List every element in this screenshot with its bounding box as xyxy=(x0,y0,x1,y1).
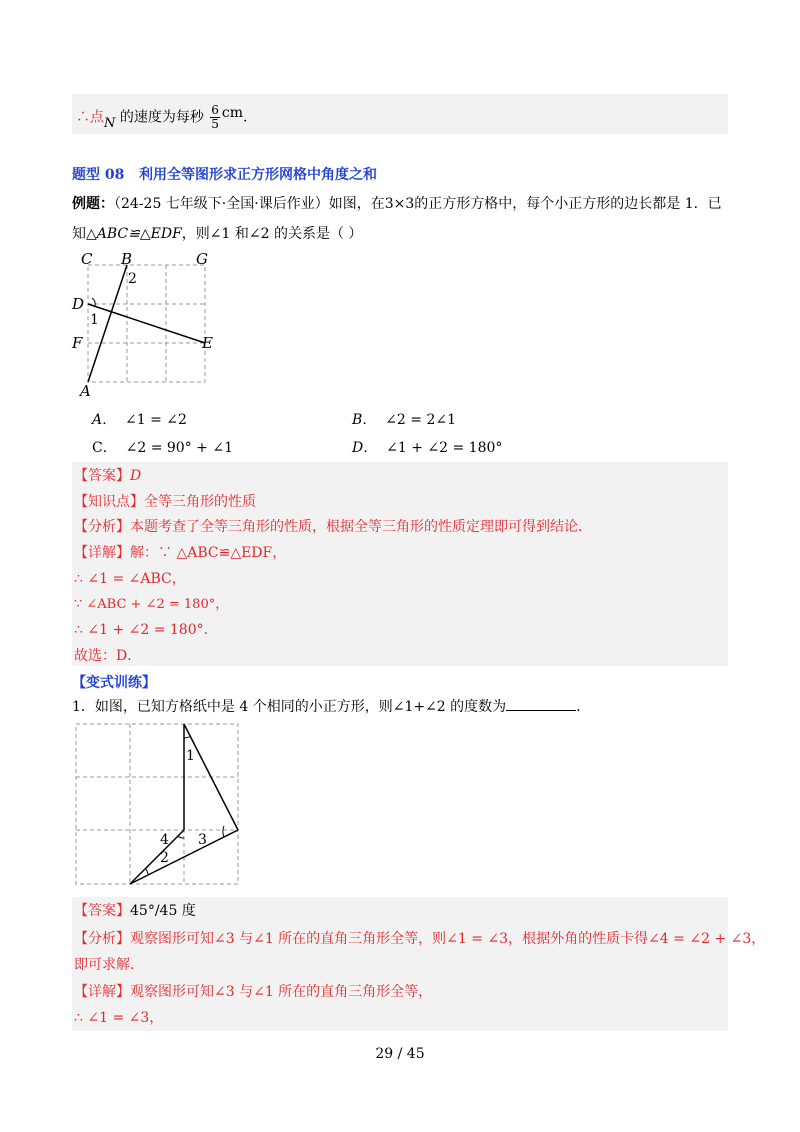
short-diagonal xyxy=(130,830,184,884)
analysis-line-2b: 即可求解. xyxy=(74,957,135,973)
speed-fraction: $\frac{6}{5}$ xyxy=(211,103,219,131)
label-E: E xyxy=(202,334,213,352)
angle-2-arc xyxy=(146,869,148,874)
step-line-1: ∴ ∠1 = ∠ABC， xyxy=(74,571,186,587)
answer-line-2: 【答案】45°/45 度 xyxy=(74,903,196,919)
knowledge-line: 【知识点】全等三角形的性质 xyxy=(74,494,256,510)
label-1: 1 xyxy=(90,312,99,328)
right-diagonal xyxy=(184,724,238,830)
practice-label-2: 2 xyxy=(160,850,169,866)
practice-figure xyxy=(74,722,242,888)
answer-line-1: 【答案】D xyxy=(74,468,142,484)
practice-heading: 【变式训练】 xyxy=(72,675,156,691)
conclusion-line: 故选：D． xyxy=(74,648,142,664)
option-b: B． ∠2 = 2∠1 xyxy=(352,412,457,428)
example-line-1: 例题：（24-25 七年级下·全国·课后作业）如图，在3×3的正方形方格中，每个小正方形的边长都是 1．已 xyxy=(72,196,722,212)
step-line-2: ∵ ∠ABC + ∠2 = 180°， xyxy=(74,597,229,612)
step-line-2-1: ∴ ∠1 = ∠3， xyxy=(74,1010,164,1026)
label-D: D xyxy=(72,295,85,313)
segment-de xyxy=(88,304,205,343)
label-2: 2 xyxy=(128,271,137,287)
detail-line-2: 【详解】观察图形可知∠3 与∠1 所在的直角三角形全等， xyxy=(74,984,433,1000)
step-line-3: ∴ ∠1 + ∠2 = 180°． xyxy=(74,622,218,638)
example-line-2: 知△ABC≌△EDF，则∠1 和∠2 的关系是（ ） xyxy=(72,226,363,242)
practice-label-1: 1 xyxy=(186,748,195,764)
top-solution-line: ∴点N 的速度为每秒 $\frac{6}{5}$ cm. xyxy=(76,103,248,131)
analysis-line-1: 【分析】本题考查了全等三角形的性质，根据全等三角形的性质定理即可得到结论． xyxy=(74,519,592,535)
option-a: A． ∠1 = ∠2 xyxy=(92,412,187,428)
angle-1-arc-practice xyxy=(184,736,191,738)
page-number: 29 / 45 xyxy=(375,1046,425,1062)
answer-blank xyxy=(506,697,576,711)
label-C: C xyxy=(81,250,93,268)
section-title: 题型 08 利用全等图形求正方形网格中角度之和 xyxy=(72,167,377,183)
practice-question-1: 1．如图，已知方格纸中是 4 个相同的小正方形，则∠1+∠2 的度数为 . xyxy=(72,699,581,715)
label-G: G xyxy=(196,250,208,268)
option-d: D． ∠1 + ∠2 = 180° xyxy=(352,440,503,456)
label-A: A xyxy=(80,382,91,400)
option-c: C． ∠2 = 90° + ∠1 xyxy=(92,440,233,456)
label-F: F xyxy=(72,334,83,352)
analysis-line-2a: 【分析】观察图形可知∠3 与∠1 所在的直角三角形全等，则∠1 = ∠3，根据外角的性质卡得∠4 = ∠2 + ∠3， xyxy=(74,931,766,947)
angle-3-arc xyxy=(223,826,224,837)
practice-label-3: 3 xyxy=(198,832,207,848)
practice-grid xyxy=(76,724,238,884)
practice-label-4: 4 xyxy=(160,832,169,848)
detail-line-1: 【详解】解：∵ △ABC≌△EDF， xyxy=(74,545,287,561)
angle-4-arc xyxy=(178,836,184,838)
example-figure xyxy=(68,248,228,400)
label-B: B xyxy=(121,250,133,268)
